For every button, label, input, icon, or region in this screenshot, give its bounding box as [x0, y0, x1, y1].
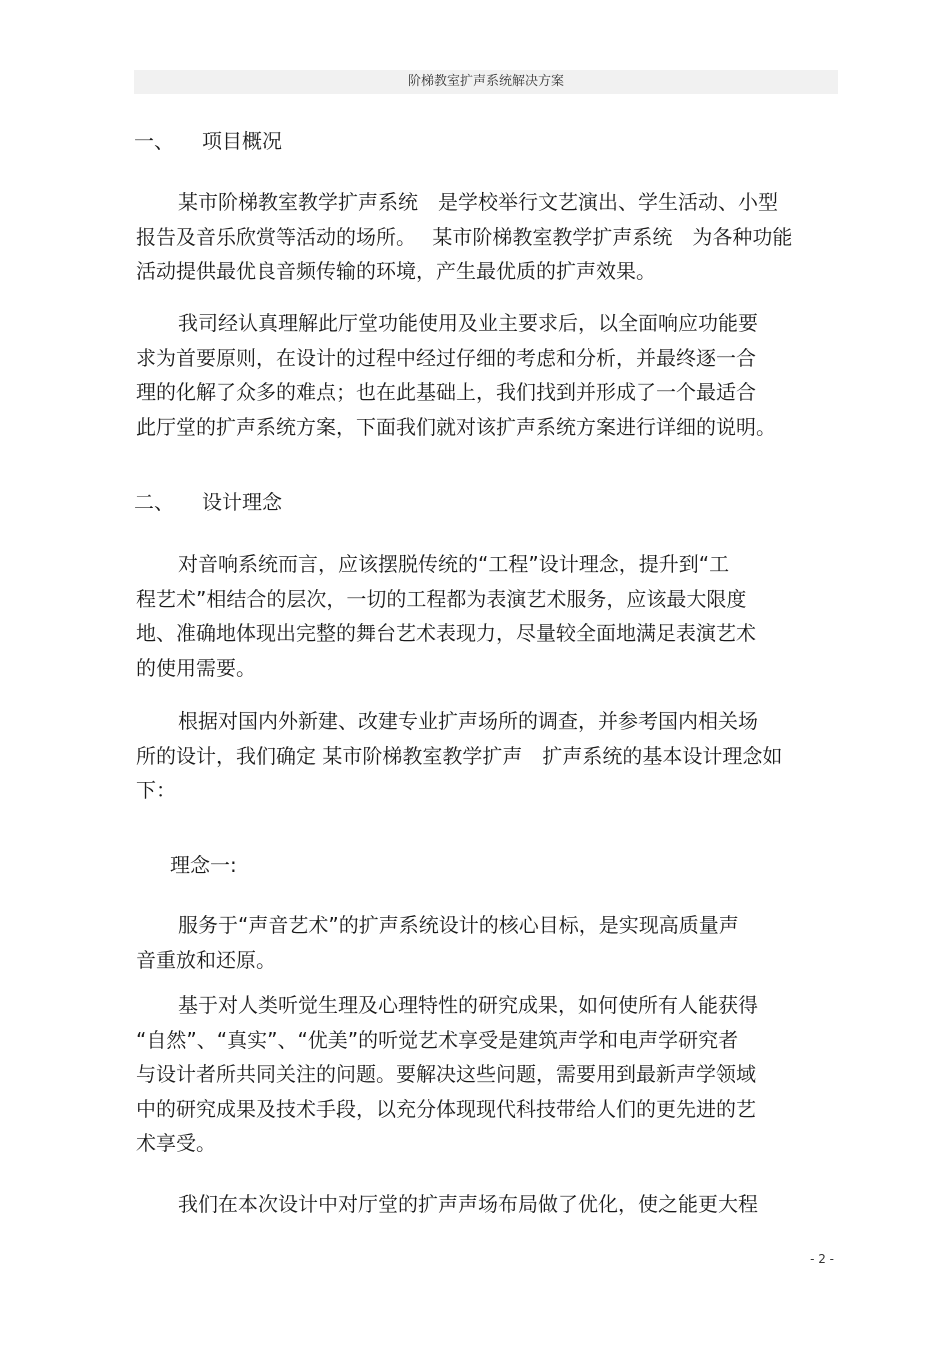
paragraph-line: 术享受。	[136, 1131, 216, 1155]
section-heading-1	[134, 128, 282, 154]
paragraph-line: 与设计者所共同关注的问题。要解决这些问题，需要用到最新声学领域	[136, 1062, 756, 1086]
paragraph-line: 对音响系统而言，应该摆脱传统的“工程”设计理念，提升到“工	[178, 552, 730, 576]
paragraph-line: 活动提供最优良音频传输的环境，产生最优质的扩声效果。	[136, 259, 656, 283]
paragraph-7	[136, 1187, 836, 1222]
running-header: 阶梯教室扩声系统解决方案	[134, 70, 838, 94]
paragraph-line: 所的设计，我们确定 某市阶梯教室教学扩声 扩声系统的基本设计理念如	[136, 743, 783, 768]
paragraph-3	[136, 547, 836, 685]
concept-label: 理念一:	[170, 853, 237, 877]
paragraph-line: 的使用需要。	[136, 655, 256, 680]
paragraph-line: 我们在本次设计中对厅堂的扩声声场布局做了优化，使之能更大程	[178, 1192, 758, 1216]
paragraph-line: 此厅堂的扩声系统方案，下面我们就对该扩声系统方案进行详细的说明。	[136, 414, 776, 439]
page-number: - 2 -	[810, 1252, 834, 1266]
paragraph-6	[136, 988, 836, 1161]
paragraph-line: “自然”、“真实”、“优美”的听觉艺术享受是建筑声学和电声学研究者	[136, 1027, 739, 1052]
paragraph-2	[136, 306, 836, 444]
section-title: 设计理念	[202, 490, 282, 514]
paragraph-line: 根据对国内外新建、改建专业扩声场所的调查，并参考国内相关场	[178, 709, 758, 733]
paragraph-4	[136, 704, 836, 808]
paragraph-line: 理的化解了众多的难点；也在此基础上，我们找到并形成了一个最适合	[136, 380, 756, 404]
section-heading-2	[134, 489, 282, 515]
paragraph-line: 程艺术”相结合的层次，一切的工程都为表演艺术服务，应该最大限度	[136, 586, 747, 611]
paragraph-line: 求为首要原则，在设计的过程中经过仔细的考虑和分析，并最终逐一合	[136, 345, 756, 370]
paragraph-line: 某市阶梯教室教学扩声系统 是学校举行文艺演出、学生活动、小型	[178, 190, 778, 214]
paragraph-1	[136, 185, 836, 289]
paragraph-line: 地、准确地体现出完整的舞台艺术表现力，尽量较全面地满足表演艺术	[136, 621, 756, 645]
paragraph-5	[136, 908, 836, 977]
paragraph-line: 服务于“声音艺术”的扩声系统设计的核心目标，是实现高质量声	[178, 913, 739, 937]
paragraph-line: 报告及音乐欣赏等活动的场所。 某市阶梯教室教学扩声系统 为各种功能	[136, 224, 793, 249]
section-title: 项目概况	[202, 129, 282, 153]
paragraph-line: 我司经认真理解此厅堂功能使用及业主要求后，以全面响应功能要	[178, 311, 758, 335]
section-number: 二、	[134, 490, 174, 514]
section-number: 一、	[134, 129, 174, 153]
paragraph-line: 下：	[136, 778, 176, 802]
paragraph-line: 中的研究成果及技术手段，以充分体现现代科技带给人们的更先进的艺	[136, 1096, 756, 1121]
paragraph-line: 音重放和还原。	[136, 947, 276, 972]
paragraph-line: 基于对人类听觉生理及心理特性的研究成果，如何使所有人能获得	[178, 993, 758, 1017]
